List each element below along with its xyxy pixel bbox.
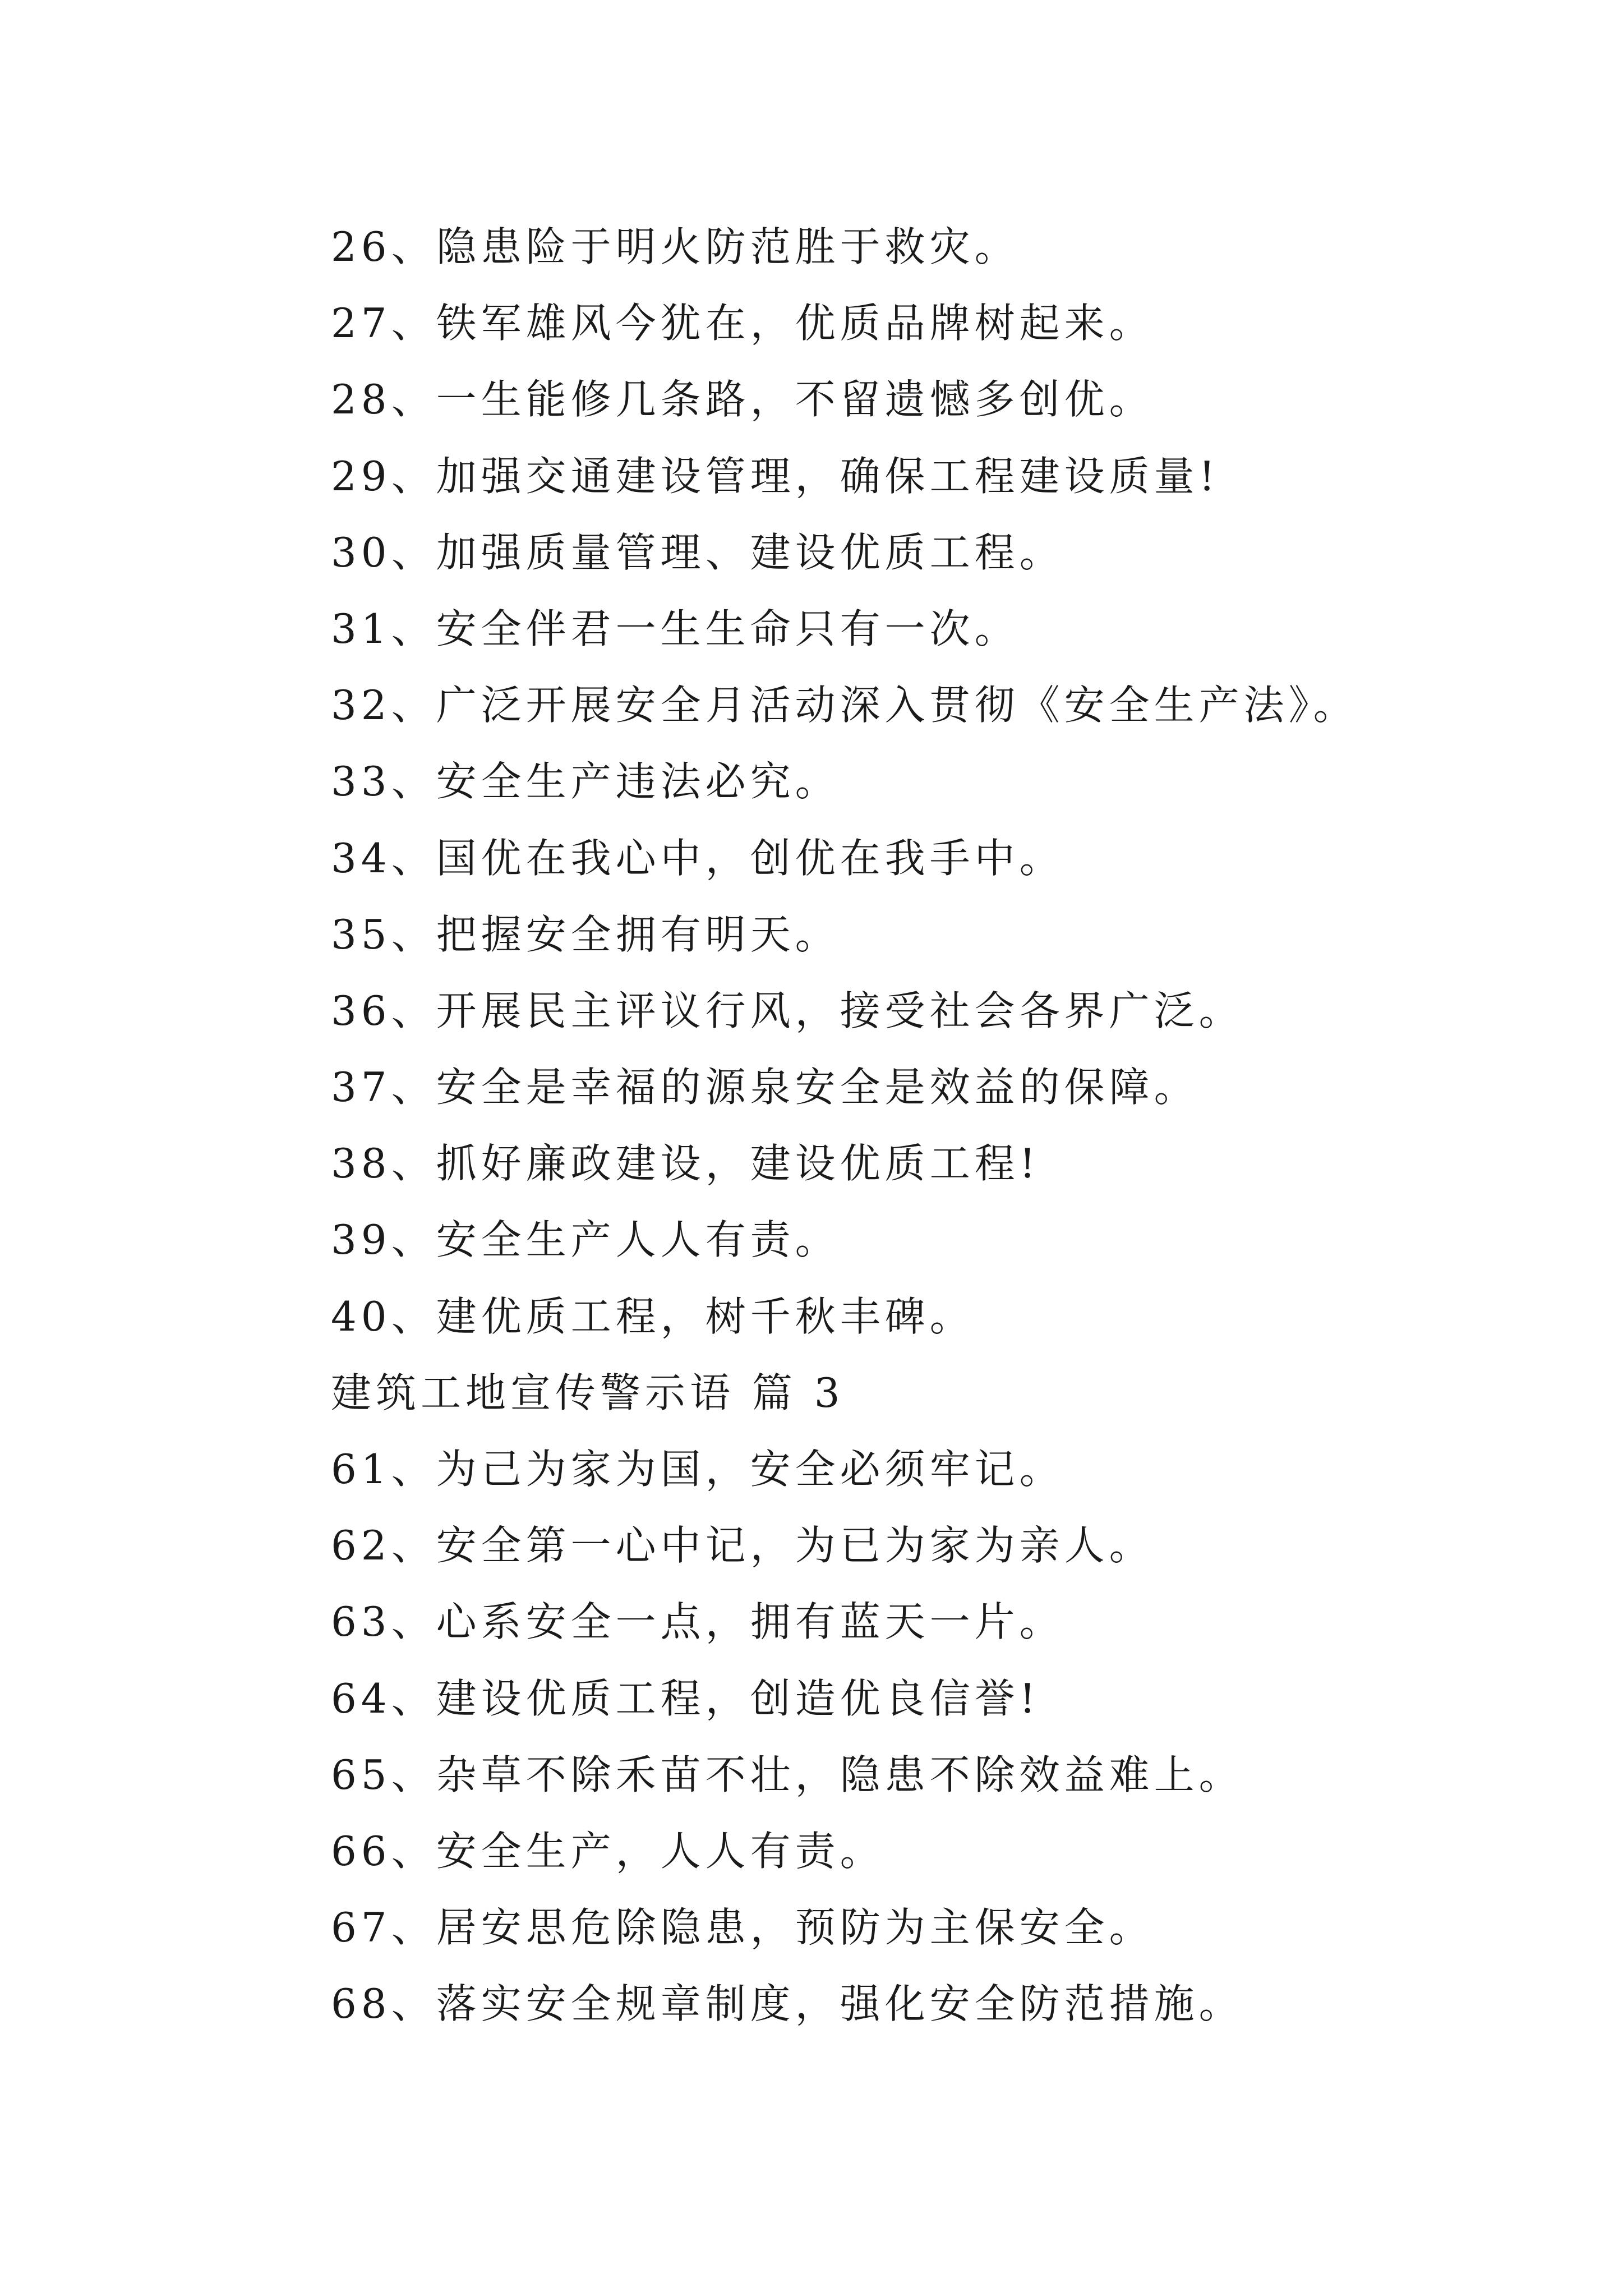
slogan-line-66: 66、安全生产，人人有责。 — [331, 1827, 885, 1875]
slogan-line-38: 38、抓好廉政建设，建设优质工程! — [331, 1140, 1040, 1188]
slogan-line-39: 39、安全生产人人有责。 — [331, 1216, 840, 1264]
slogan-line-37: 37、安全是幸福的源泉安全是效益的保障。 — [331, 1064, 1199, 1111]
section-heading: 建筑工地宣传警示语 篇 3 — [331, 1369, 845, 1416]
slogan-line-63: 63、心系安全一点，拥有蓝天一片。 — [331, 1598, 1064, 1646]
slogan-line-32: 32、广泛开展安全月活动深入贯彻《安全生产法》。 — [331, 682, 1358, 729]
slogan-line-36: 36、开展民主评议行风，接受社会各界广泛。 — [331, 987, 1244, 1034]
slogan-line-28: 28、一生能修几条路，不留遗憾多创优。 — [331, 376, 1154, 424]
slogan-line-67: 67、居安思危除隐患，预防为主保安全。 — [331, 1904, 1154, 1952]
slogan-line-62: 62、安全第一心中记，为已为家为亲人。 — [331, 1522, 1154, 1570]
slogan-line-35: 35、把握安全拥有明天。 — [331, 910, 840, 958]
slogan-line-64: 64、建设优质工程，创造优良信誉! — [331, 1674, 1040, 1722]
slogan-line-33: 33、安全生产违法必究。 — [331, 758, 840, 806]
document-body — [331, 209, 1537, 2042]
slogan-line-31: 31、安全伴君一生生命只有一次。 — [331, 605, 1020, 652]
slogan-line-26: 26、隐患险于明火防范胜于救灾。 — [331, 223, 1020, 270]
slogan-line-34: 34、国优在我心中，创优在我手中。 — [331, 834, 1064, 882]
slogan-line-65: 65、杂草不除禾苗不壮，隐患不除效益难上。 — [331, 1751, 1244, 1798]
slogan-line-27: 27、铁军雄风今犹在，优质品牌树起来。 — [331, 300, 1154, 347]
slogan-line-29: 29、加强交通建设管理，确保工程建设质量! — [331, 452, 1220, 500]
slogan-line-61: 61、为己为家为国，安全必须牢记。 — [331, 1446, 1064, 1493]
slogan-line-68: 68、落实安全规章制度，强化安全防范措施。 — [331, 1980, 1244, 2028]
slogan-line-40: 40、建优质工程，树千秋丰碑。 — [331, 1292, 975, 1340]
slogan-line-30: 30、加强质量管理、建设优质工程。 — [331, 528, 1064, 576]
